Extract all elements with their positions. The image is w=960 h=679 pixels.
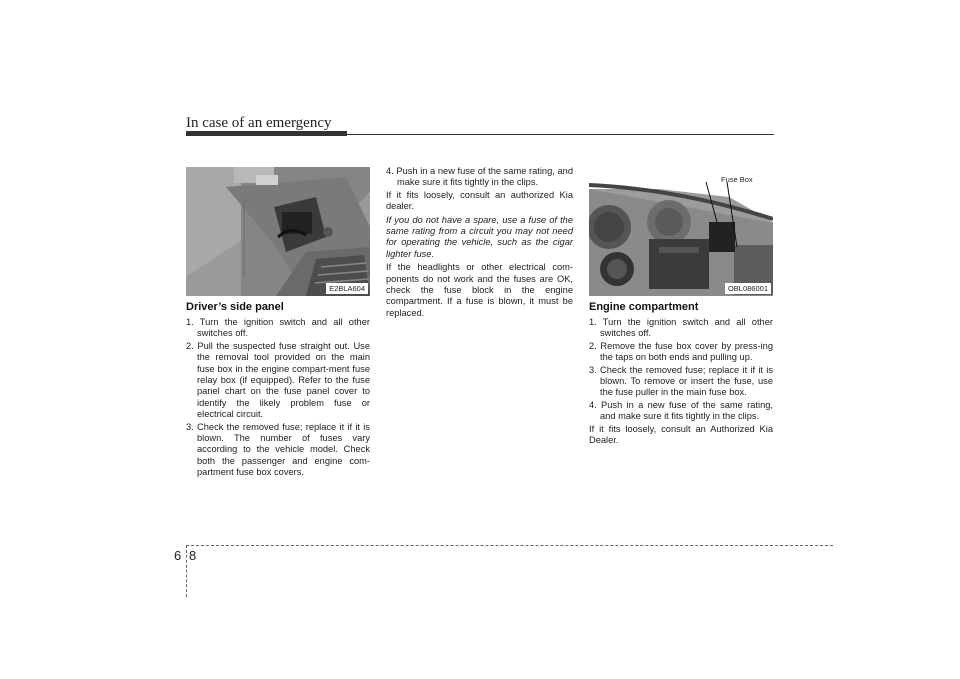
page-number: 8	[189, 548, 197, 563]
driver-panel-heading: Driver’s side panel	[186, 301, 284, 313]
list-item: 4. Push in a new fuse of the same rating, and make sure it fits tightly in the clips.	[386, 166, 573, 188]
list-item: 2. Pull the suspected fuse straight out. Use the removal tool provided on the main fuse box in the engine compart-ment fuse relay box (if equipped). Refer to the fuse panel chart on the fuse panel cover to identify the likely problem fuse or electrical circuit.	[186, 340, 370, 420]
footer-divider	[186, 545, 187, 597]
list-item: 4. Push in a new fuse of the same rating, and make sure it fits tightly in the clips.	[589, 399, 773, 422]
spare-fuse-note: If you do not have a spare, use a fuse of the same rating from a circuit you may not need for operating the vehicle, such as the cigar lighter fuse.	[386, 214, 573, 259]
driver-panel-illustration	[186, 167, 370, 296]
headlights-note: If the headlights or other electrical com-ponents do not work and the fuses are OK, check the fuse block in the engine compartment. If a fuse is blown, it must be replaced.	[386, 262, 573, 318]
title-bar	[186, 131, 347, 136]
chapter-number: 6	[174, 548, 182, 563]
closing-note: If it fits loosely, consult an Authorized Kia Dealer.	[589, 423, 773, 446]
engine-compartment-illustration	[589, 167, 773, 296]
engine-compartment-photo	[589, 167, 773, 296]
list-item: 3. Check the removed fuse; replace it if it is blown. To remove or insert the fuse, use the fuse puller in the main fuse box.	[589, 364, 773, 398]
middle-column	[386, 166, 573, 321]
engine-compartment-heading: Engine compartment	[589, 301, 699, 313]
figure-code: OBL086001	[725, 283, 771, 294]
title-rule	[347, 134, 774, 135]
fuse-box-callout: Fuse Box	[721, 175, 753, 184]
figure-code: E2BLA604	[326, 283, 368, 294]
list-item: 2. Remove the fuse box cover by press-ing the taps on both ends and pulling up.	[589, 340, 773, 363]
list-item: 1. Turn the ignition switch and all other switches off.	[589, 317, 773, 339]
list-item: 1. Turn the ignition switch and all other switches off.	[186, 317, 370, 339]
loose-fit-note: If it fits loosely, consult an authorized Kia dealer.	[386, 189, 573, 212]
engine-compartment-steps	[589, 317, 773, 448]
driver-panel-photo	[186, 167, 370, 296]
footer-rule	[186, 545, 833, 546]
driver-panel-steps	[186, 317, 370, 480]
list-item: 3. Check the removed fuse; replace it if it is blown. The number of fuses vary according to the vehicle model. Check both the passenger and engine com-partment fuse box covers.	[186, 421, 370, 478]
section-title: In case of an emergency	[186, 115, 332, 131]
